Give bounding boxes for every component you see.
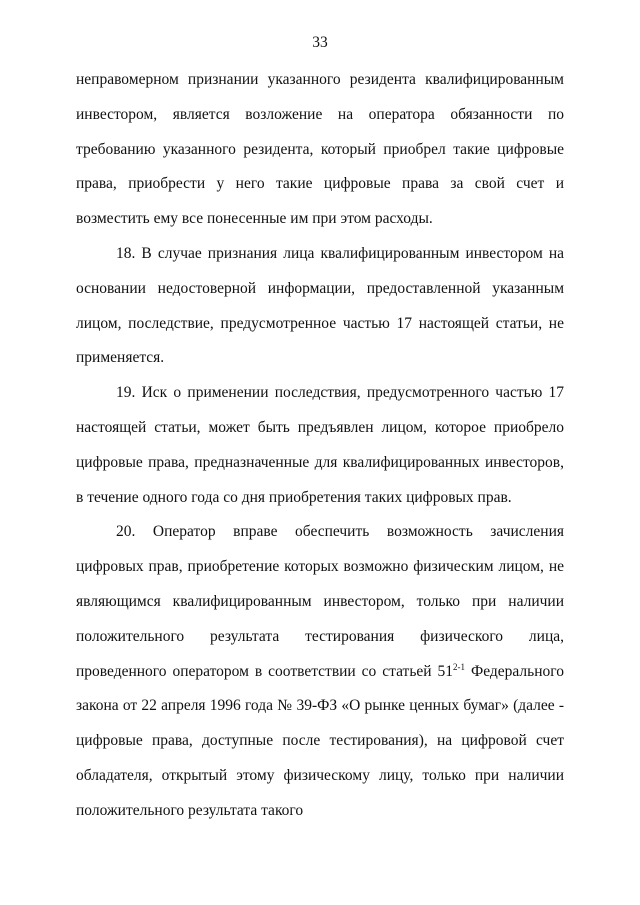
paragraph-continued: неправомерном признании указанного резидента квалифицированным инвестором, является возложение на оператора обязанности по требованию указанного резидента, который приобрел такие цифровые права, приобрести у него такие цифровые права за свой счет и возместить ему все понесенные им при этом расходы. [76,71,564,228]
page-number: 33 [312,34,328,51]
document-body [76,63,564,829]
paragraph-19: 19. Иск о применении последствия, предусмотренного частью 17 настоящей статьи, может быть предъявлен лицом, которое приобрело цифровые права, предназначенные для квалифицированных инвесторов, в течение одного года со дня приобретения таких цифровых прав. [76,384,564,506]
paragraph-18: 18. В случае признания лица квалифицированным инвестором на основании недостоверной информации, предоставленной указанным лицом, последствие, предусмотренное частью 17 настоящей статьи, не применяется. [76,244,564,367]
paragraph-20-text-before: 20. Оператор вправе обеспечить возможность зачисления цифровых прав, приобретение которых возможно физическим лицом, не являющимся квалифицированным инвестором, только при наличии положительного результата тестирования физического лица, проведенного оператором в соответствии со статьей 51 [76,523,564,680]
paragraph-20-text-after: Федерального закона от 22 апреля 1996 года № 39-ФЗ «О рынке ценных бумаг» (далее - цифровые права, доступные после тестирования), на цифровой счет обладателя, открытый этому физическому лицу, только при наличии положительного результата такого [76,662,564,819]
paragraph-20 [76,515,564,828]
article-superscript: 2-1 [453,661,466,672]
